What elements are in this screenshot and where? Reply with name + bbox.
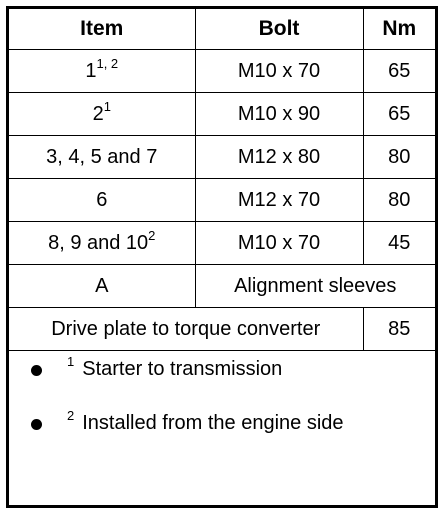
cell-item: 1$^{1, 2}$ (9, 50, 195, 93)
footnote-marker: 2 (67, 408, 75, 423)
cell-nm: 80 (363, 136, 435, 179)
cell-bolt: M10 x 70 (195, 222, 363, 265)
cell-bolt: M10 x 70 (195, 50, 363, 93)
footnote-1 (9, 351, 435, 405)
cell-bolt: M12 x 80 (195, 136, 363, 179)
footnote-ref: 1, 2 (96, 55, 119, 71)
footnote-ref: 1 (103, 98, 111, 114)
cell-bolt: M10 x 90 (195, 93, 363, 136)
footnote-2 (9, 405, 435, 459)
cell-item: $2^1$ (9, 93, 195, 136)
cell-nm: 45 (363, 222, 435, 265)
footnote-text: Starter to transmission (82, 358, 283, 380)
table-row (9, 93, 435, 136)
cell-item: 3, 4, 5 and 7 (9, 136, 195, 179)
cell-item: A (9, 265, 195, 308)
header-bolt: Bolt (195, 9, 363, 50)
cell-alignment-sleeves: Alignment sleeves (195, 265, 435, 308)
footnote-marker: 1 (67, 354, 75, 369)
header-nm: Nm (363, 9, 435, 50)
cell-bolt: M12 x 70 (195, 179, 363, 222)
torque-table-frame (6, 6, 438, 508)
table-row (9, 179, 435, 222)
table-row (9, 136, 435, 179)
cell-nm: 80 (363, 179, 435, 222)
header-item: Item (9, 9, 195, 50)
cell-drive-plate: Drive plate to torque converter (9, 308, 363, 351)
bullet-icon (31, 419, 42, 430)
cell-item: 8, 9 and $10^2$ (9, 222, 195, 265)
torque-spec-table (9, 9, 435, 351)
table-row (9, 222, 435, 265)
footnotes (9, 351, 435, 459)
cell-item: 6 (9, 179, 195, 222)
table-row (9, 50, 435, 93)
table-row (9, 265, 435, 308)
footnote-text: Installed from the engine side (82, 412, 344, 434)
header-row (9, 9, 435, 50)
bullet-icon (31, 365, 42, 376)
cell-nm: 65 (363, 50, 435, 93)
footnote-ref: 2 (148, 227, 156, 243)
cell-nm: 65 (363, 93, 435, 136)
cell-nm: 85 (363, 308, 435, 351)
table-row (9, 308, 435, 351)
